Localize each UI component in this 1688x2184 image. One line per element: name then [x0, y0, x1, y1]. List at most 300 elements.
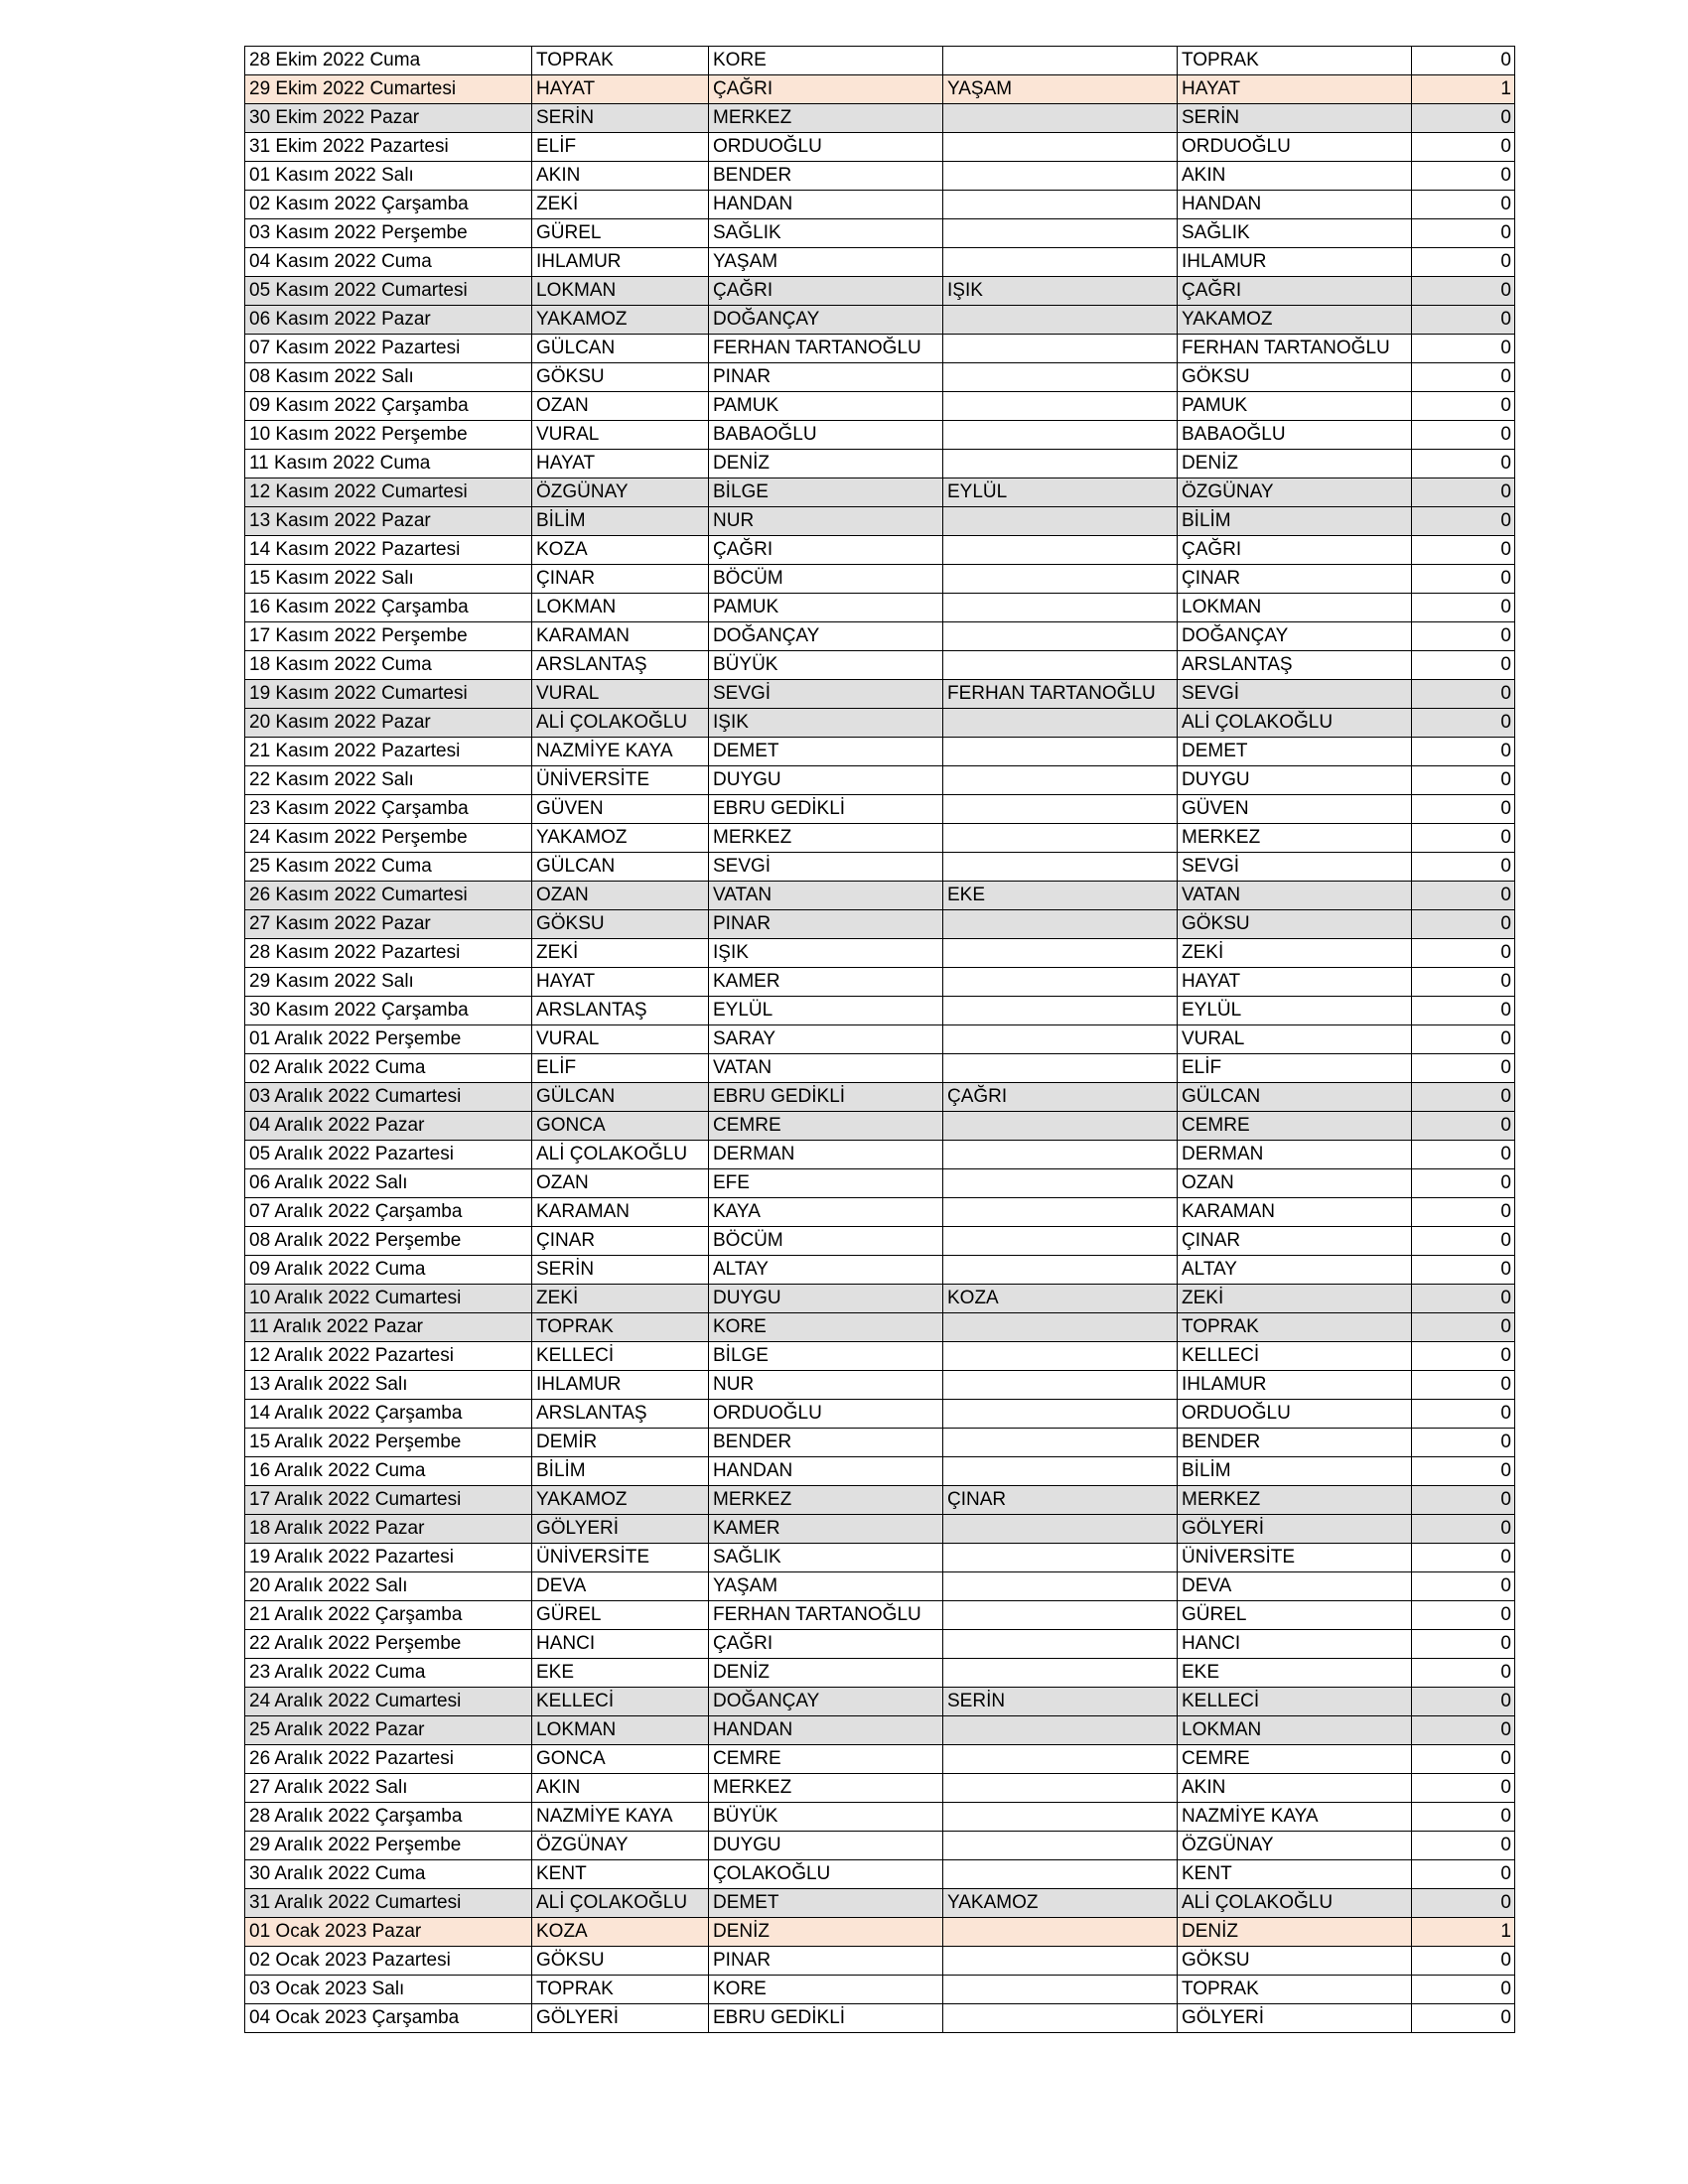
column-b-cell: LOKMAN [532, 1716, 709, 1745]
date-cell: 11 Aralık 2022 Pazar [245, 1313, 532, 1342]
column-d-cell [943, 1342, 1178, 1371]
table-row [245, 421, 1515, 450]
column-c-cell: NUR [709, 1371, 943, 1400]
column-d-cell [943, 2004, 1178, 2033]
table-row [245, 1371, 1515, 1400]
column-b-cell: HAYAT [532, 450, 709, 478]
column-b-cell: NAZMİYE KAYA [532, 738, 709, 766]
column-b-cell: GÜREL [532, 219, 709, 248]
column-e-cell: ÇAĞRI [1178, 277, 1412, 306]
table-row [245, 853, 1515, 882]
column-e-cell: ZEKİ [1178, 1285, 1412, 1313]
date-cell: 21 Kasım 2022 Pazartesi [245, 738, 532, 766]
column-b-cell: AKIN [532, 162, 709, 191]
column-d-cell: EYLÜL [943, 478, 1178, 507]
date-cell: 07 Kasım 2022 Pazartesi [245, 335, 532, 363]
column-d-cell [943, 162, 1178, 191]
column-d-cell [943, 219, 1178, 248]
column-e-cell: SERİN [1178, 104, 1412, 133]
table-row [245, 1630, 1515, 1659]
column-b-cell: GÖLYERİ [532, 1515, 709, 1544]
duty-schedule-table [244, 46, 1515, 2033]
column-d-cell [943, 1745, 1178, 1774]
column-c-cell: BİLGE [709, 1342, 943, 1371]
column-c-cell: MERKEZ [709, 1774, 943, 1803]
date-cell: 27 Kasım 2022 Pazar [245, 910, 532, 939]
column-c-cell: KAMER [709, 968, 943, 997]
count-cell: 0 [1412, 651, 1515, 680]
count-cell: 0 [1412, 335, 1515, 363]
count-cell: 0 [1412, 1457, 1515, 1486]
column-d-cell [943, 738, 1178, 766]
column-c-cell: DOĞANÇAY [709, 622, 943, 651]
date-cell: 03 Ocak 2023 Salı [245, 1976, 532, 2004]
date-cell: 26 Aralık 2022 Pazartesi [245, 1745, 532, 1774]
table-row [245, 1169, 1515, 1198]
column-b-cell: ZEKİ [532, 191, 709, 219]
duty-schedule-body [245, 47, 1515, 2033]
table-row [245, 1832, 1515, 1860]
date-cell: 12 Aralık 2022 Pazartesi [245, 1342, 532, 1371]
table-row [245, 1457, 1515, 1486]
column-d-cell [943, 766, 1178, 795]
count-cell: 0 [1412, 1947, 1515, 1976]
count-cell: 0 [1412, 47, 1515, 75]
date-cell: 30 Aralık 2022 Cuma [245, 1860, 532, 1889]
column-c-cell: DEMET [709, 1889, 943, 1918]
column-d-cell [943, 1054, 1178, 1083]
count-cell: 0 [1412, 277, 1515, 306]
column-e-cell: CEMRE [1178, 1745, 1412, 1774]
column-e-cell: NAZMİYE KAYA [1178, 1803, 1412, 1832]
column-b-cell: ÖZGÜNAY [532, 478, 709, 507]
column-b-cell: TOPRAK [532, 1313, 709, 1342]
date-cell: 04 Aralık 2022 Pazar [245, 1112, 532, 1141]
column-e-cell: VATAN [1178, 882, 1412, 910]
date-cell: 17 Kasım 2022 Perşembe [245, 622, 532, 651]
column-c-cell: SEVGİ [709, 680, 943, 709]
table-row [245, 133, 1515, 162]
date-cell: 09 Kasım 2022 Çarşamba [245, 392, 532, 421]
count-cell: 1 [1412, 75, 1515, 104]
table-row [245, 1918, 1515, 1947]
column-c-cell: VATAN [709, 882, 943, 910]
column-d-cell [943, 1025, 1178, 1054]
count-cell: 0 [1412, 191, 1515, 219]
column-c-cell: YAŞAM [709, 1572, 943, 1601]
date-cell: 18 Kasım 2022 Cuma [245, 651, 532, 680]
table-row [245, 450, 1515, 478]
column-e-cell: KELLECİ [1178, 1342, 1412, 1371]
count-cell: 0 [1412, 1371, 1515, 1400]
table-row [245, 651, 1515, 680]
table-row [245, 1256, 1515, 1285]
column-c-cell: KAYA [709, 1198, 943, 1227]
count-cell: 0 [1412, 1342, 1515, 1371]
date-cell: 23 Kasım 2022 Çarşamba [245, 795, 532, 824]
column-e-cell: BENDER [1178, 1429, 1412, 1457]
count-cell: 0 [1412, 594, 1515, 622]
table-row [245, 1688, 1515, 1716]
column-b-cell: TOPRAK [532, 47, 709, 75]
column-e-cell: TOPRAK [1178, 1976, 1412, 2004]
column-c-cell: CEMRE [709, 1745, 943, 1774]
column-b-cell: ELİF [532, 133, 709, 162]
column-b-cell: HANCI [532, 1630, 709, 1659]
date-cell: 13 Kasım 2022 Pazar [245, 507, 532, 536]
date-cell: 22 Aralık 2022 Perşembe [245, 1630, 532, 1659]
column-b-cell: ÖZGÜNAY [532, 1832, 709, 1860]
column-b-cell: GÖKSU [532, 910, 709, 939]
column-b-cell: KELLECİ [532, 1342, 709, 1371]
column-e-cell: HAYAT [1178, 968, 1412, 997]
column-d-cell: ÇAĞRI [943, 1083, 1178, 1112]
date-cell: 24 Aralık 2022 Cumartesi [245, 1688, 532, 1716]
column-c-cell: PINAR [709, 363, 943, 392]
count-cell: 0 [1412, 824, 1515, 853]
column-c-cell: BABAOĞLU [709, 421, 943, 450]
table-row [245, 1227, 1515, 1256]
table-row [245, 162, 1515, 191]
date-cell: 30 Kasım 2022 Çarşamba [245, 997, 532, 1025]
date-cell: 19 Kasım 2022 Cumartesi [245, 680, 532, 709]
table-row [245, 1803, 1515, 1832]
date-cell: 31 Aralık 2022 Cumartesi [245, 1889, 532, 1918]
count-cell: 0 [1412, 968, 1515, 997]
column-d-cell [943, 1169, 1178, 1198]
column-b-cell: OZAN [532, 392, 709, 421]
date-cell: 08 Aralık 2022 Perşembe [245, 1227, 532, 1256]
date-cell: 06 Aralık 2022 Salı [245, 1169, 532, 1198]
column-d-cell [943, 1112, 1178, 1141]
count-cell: 0 [1412, 478, 1515, 507]
column-c-cell: PAMUK [709, 594, 943, 622]
table-row [245, 392, 1515, 421]
table-row [245, 1025, 1515, 1054]
date-cell: 22 Kasım 2022 Salı [245, 766, 532, 795]
count-cell: 0 [1412, 1774, 1515, 1803]
column-b-cell: LOKMAN [532, 277, 709, 306]
column-c-cell: KAMER [709, 1515, 943, 1544]
count-cell: 0 [1412, 1227, 1515, 1256]
date-cell: 02 Aralık 2022 Cuma [245, 1054, 532, 1083]
count-cell: 0 [1412, 709, 1515, 738]
date-cell: 29 Kasım 2022 Salı [245, 968, 532, 997]
table-row [245, 191, 1515, 219]
table-row [245, 536, 1515, 565]
column-b-cell: ELİF [532, 1054, 709, 1083]
date-cell: 20 Kasım 2022 Pazar [245, 709, 532, 738]
count-cell: 0 [1412, 1486, 1515, 1515]
table-row [245, 1285, 1515, 1313]
count-cell: 0 [1412, 1515, 1515, 1544]
table-row [245, 1083, 1515, 1112]
column-e-cell: SEVGİ [1178, 680, 1412, 709]
date-cell: 02 Ocak 2023 Pazartesi [245, 1947, 532, 1976]
date-cell: 21 Aralık 2022 Çarşamba [245, 1601, 532, 1630]
column-d-cell [943, 450, 1178, 478]
column-b-cell: GONCA [532, 1745, 709, 1774]
column-c-cell: KORE [709, 47, 943, 75]
table-row [245, 795, 1515, 824]
column-b-cell: ZEKİ [532, 939, 709, 968]
column-e-cell: CEMRE [1178, 1112, 1412, 1141]
column-d-cell: YAKAMOZ [943, 1889, 1178, 1918]
column-b-cell: OZAN [532, 1169, 709, 1198]
count-cell: 0 [1412, 1083, 1515, 1112]
count-cell: 0 [1412, 622, 1515, 651]
column-b-cell: ÜNİVERSİTE [532, 766, 709, 795]
column-e-cell: AKIN [1178, 162, 1412, 191]
table-row [245, 1889, 1515, 1918]
column-d-cell: ÇINAR [943, 1486, 1178, 1515]
column-c-cell: EFE [709, 1169, 943, 1198]
column-d-cell [943, 594, 1178, 622]
column-d-cell [943, 1803, 1178, 1832]
table-row [245, 680, 1515, 709]
column-c-cell: SAĞLIK [709, 1544, 943, 1572]
column-e-cell: ZEKİ [1178, 939, 1412, 968]
column-c-cell: BENDER [709, 162, 943, 191]
date-cell: 03 Kasım 2022 Perşembe [245, 219, 532, 248]
count-cell: 0 [1412, 565, 1515, 594]
column-c-cell: DUYGU [709, 1285, 943, 1313]
date-cell: 28 Kasım 2022 Pazartesi [245, 939, 532, 968]
count-cell: 0 [1412, 536, 1515, 565]
column-d-cell [943, 1544, 1178, 1572]
table-row [245, 335, 1515, 363]
column-e-cell: ALİ ÇOLAKOĞLU [1178, 1889, 1412, 1918]
count-cell: 0 [1412, 795, 1515, 824]
column-d-cell [943, 1918, 1178, 1947]
column-d-cell [943, 565, 1178, 594]
column-c-cell: ALTAY [709, 1256, 943, 1285]
table-row [245, 104, 1515, 133]
table-row [245, 1198, 1515, 1227]
column-b-cell: DEVA [532, 1572, 709, 1601]
table-row [245, 824, 1515, 853]
count-cell: 0 [1412, 1688, 1515, 1716]
table-row [245, 709, 1515, 738]
column-c-cell: BÜYÜK [709, 651, 943, 680]
table-row [245, 363, 1515, 392]
table-row [245, 622, 1515, 651]
count-cell: 0 [1412, 910, 1515, 939]
count-cell: 0 [1412, 738, 1515, 766]
column-c-cell: ÇAĞRI [709, 277, 943, 306]
column-e-cell: BİLİM [1178, 1457, 1412, 1486]
date-cell: 17 Aralık 2022 Cumartesi [245, 1486, 532, 1515]
column-e-cell: GÜLCAN [1178, 1083, 1412, 1112]
column-c-cell: BÜYÜK [709, 1803, 943, 1832]
column-c-cell: SEVGİ [709, 853, 943, 882]
column-e-cell: MERKEZ [1178, 1486, 1412, 1515]
column-c-cell: DENİZ [709, 1918, 943, 1947]
column-e-cell: LOKMAN [1178, 1716, 1412, 1745]
column-d-cell [943, 1515, 1178, 1544]
column-e-cell: ARSLANTAŞ [1178, 651, 1412, 680]
column-e-cell: ELİF [1178, 1054, 1412, 1083]
count-cell: 0 [1412, 1313, 1515, 1342]
column-b-cell: TOPRAK [532, 1976, 709, 2004]
column-d-cell [943, 1832, 1178, 1860]
column-d-cell [943, 1313, 1178, 1342]
date-cell: 31 Ekim 2022 Pazartesi [245, 133, 532, 162]
column-b-cell: GÜLCAN [532, 335, 709, 363]
date-cell: 13 Aralık 2022 Salı [245, 1371, 532, 1400]
column-b-cell: GONCA [532, 1112, 709, 1141]
column-e-cell: GÜVEN [1178, 795, 1412, 824]
column-e-cell: GÖKSU [1178, 910, 1412, 939]
count-cell: 0 [1412, 219, 1515, 248]
column-b-cell: KELLECİ [532, 1688, 709, 1716]
count-cell: 0 [1412, 1630, 1515, 1659]
table-row [245, 478, 1515, 507]
column-c-cell: EYLÜL [709, 997, 943, 1025]
table-row [245, 1400, 1515, 1429]
column-c-cell: ÇOLAKOĞLU [709, 1860, 943, 1889]
count-cell: 0 [1412, 1544, 1515, 1572]
count-cell: 1 [1412, 1918, 1515, 1947]
date-cell: 18 Aralık 2022 Pazar [245, 1515, 532, 1544]
date-cell: 27 Aralık 2022 Salı [245, 1774, 532, 1803]
date-cell: 10 Kasım 2022 Perşembe [245, 421, 532, 450]
count-cell: 0 [1412, 1429, 1515, 1457]
table-row [245, 47, 1515, 75]
column-b-cell: GÜLCAN [532, 853, 709, 882]
column-e-cell: DENİZ [1178, 450, 1412, 478]
column-c-cell: ÇAĞRI [709, 536, 943, 565]
column-c-cell: MERKEZ [709, 104, 943, 133]
date-cell: 03 Aralık 2022 Cumartesi [245, 1083, 532, 1112]
column-d-cell [943, 1716, 1178, 1745]
column-e-cell: DERMAN [1178, 1141, 1412, 1169]
column-d-cell: IŞIK [943, 277, 1178, 306]
column-c-cell: NUR [709, 507, 943, 536]
column-b-cell: YAKAMOZ [532, 824, 709, 853]
column-e-cell: IHLAMUR [1178, 248, 1412, 277]
column-e-cell: HANCI [1178, 1630, 1412, 1659]
column-d-cell [943, 709, 1178, 738]
column-b-cell: YAKAMOZ [532, 1486, 709, 1515]
column-c-cell: HANDAN [709, 1716, 943, 1745]
count-cell: 0 [1412, 997, 1515, 1025]
column-b-cell: ÇINAR [532, 1227, 709, 1256]
count-cell: 0 [1412, 766, 1515, 795]
count-cell: 0 [1412, 1198, 1515, 1227]
count-cell: 0 [1412, 363, 1515, 392]
column-d-cell [943, 1256, 1178, 1285]
column-d-cell [943, 104, 1178, 133]
column-e-cell: DUYGU [1178, 766, 1412, 795]
column-b-cell: VURAL [532, 1025, 709, 1054]
column-b-cell: OZAN [532, 882, 709, 910]
table-row [245, 1141, 1515, 1169]
column-e-cell: EYLÜL [1178, 997, 1412, 1025]
column-d-cell: KOZA [943, 1285, 1178, 1313]
column-e-cell: GÖLYERİ [1178, 2004, 1412, 2033]
column-e-cell: ORDUOĞLU [1178, 1400, 1412, 1429]
table-row [245, 738, 1515, 766]
column-b-cell: HAYAT [532, 75, 709, 104]
column-b-cell: BİLİM [532, 507, 709, 536]
column-d-cell [943, 1976, 1178, 2004]
column-b-cell: KARAMAN [532, 1198, 709, 1227]
column-c-cell: ORDUOĞLU [709, 1400, 943, 1429]
column-e-cell: MERKEZ [1178, 824, 1412, 853]
column-e-cell: YAKAMOZ [1178, 306, 1412, 335]
column-c-cell: FERHAN TARTANOĞLU [709, 1601, 943, 1630]
column-d-cell [943, 1659, 1178, 1688]
count-cell: 0 [1412, 1860, 1515, 1889]
table-row [245, 2004, 1515, 2033]
date-cell: 28 Ekim 2022 Cuma [245, 47, 532, 75]
column-e-cell: FERHAN TARTANOĞLU [1178, 335, 1412, 363]
column-b-cell: GÜLCAN [532, 1083, 709, 1112]
count-cell: 0 [1412, 1400, 1515, 1429]
column-b-cell: GÖKSU [532, 363, 709, 392]
column-b-cell: KENT [532, 1860, 709, 1889]
column-d-cell [943, 133, 1178, 162]
column-e-cell: GÜREL [1178, 1601, 1412, 1630]
date-cell: 09 Aralık 2022 Cuma [245, 1256, 532, 1285]
count-cell: 0 [1412, 392, 1515, 421]
column-b-cell: KOZA [532, 536, 709, 565]
date-cell: 23 Aralık 2022 Cuma [245, 1659, 532, 1688]
column-b-cell: ARSLANTAŞ [532, 1400, 709, 1429]
column-e-cell: ÇAĞRI [1178, 536, 1412, 565]
column-d-cell [943, 191, 1178, 219]
column-d-cell [943, 248, 1178, 277]
column-b-cell: ALİ ÇOLAKOĞLU [532, 1889, 709, 1918]
date-cell: 01 Ocak 2023 Pazar [245, 1918, 532, 1947]
date-cell: 24 Kasım 2022 Perşembe [245, 824, 532, 853]
column-d-cell [943, 392, 1178, 421]
table-row [245, 910, 1515, 939]
date-cell: 12 Kasım 2022 Cumartesi [245, 478, 532, 507]
date-cell: 04 Ocak 2023 Çarşamba [245, 2004, 532, 2033]
column-c-cell: DUYGU [709, 1832, 943, 1860]
column-c-cell: KORE [709, 1976, 943, 2004]
column-e-cell: DENİZ [1178, 1918, 1412, 1947]
column-c-cell: MERKEZ [709, 824, 943, 853]
column-d-cell [943, 421, 1178, 450]
count-cell: 0 [1412, 421, 1515, 450]
count-cell: 0 [1412, 882, 1515, 910]
column-b-cell: SERİN [532, 104, 709, 133]
column-d-cell [943, 536, 1178, 565]
date-cell: 11 Kasım 2022 Cuma [245, 450, 532, 478]
table-row [245, 248, 1515, 277]
column-e-cell: SEVGİ [1178, 853, 1412, 882]
column-d-cell: YAŞAM [943, 75, 1178, 104]
column-c-cell: SARAY [709, 1025, 943, 1054]
column-d-cell [943, 939, 1178, 968]
column-b-cell: YAKAMOZ [532, 306, 709, 335]
table-row [245, 1976, 1515, 2004]
column-d-cell [943, 651, 1178, 680]
column-d-cell [943, 1198, 1178, 1227]
date-cell: 14 Aralık 2022 Çarşamba [245, 1400, 532, 1429]
column-c-cell: BENDER [709, 1429, 943, 1457]
column-d-cell [943, 1774, 1178, 1803]
count-cell: 0 [1412, 853, 1515, 882]
date-cell: 16 Kasım 2022 Çarşamba [245, 594, 532, 622]
column-b-cell: NAZMİYE KAYA [532, 1803, 709, 1832]
count-cell: 0 [1412, 1054, 1515, 1083]
column-e-cell: ÜNİVERSİTE [1178, 1544, 1412, 1572]
column-b-cell: ALİ ÇOLAKOĞLU [532, 1141, 709, 1169]
